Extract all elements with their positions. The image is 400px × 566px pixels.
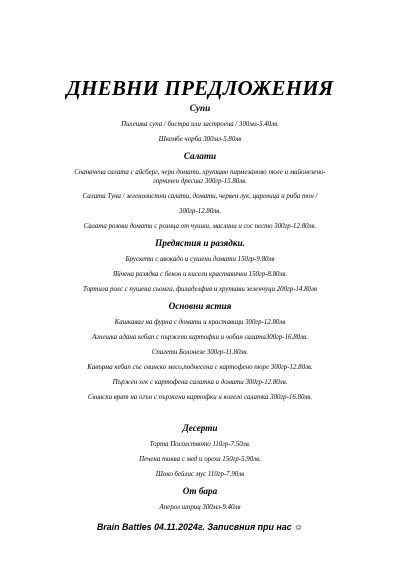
- menu-item: Шоко бейлис мус 110гр-7.90лв: [155, 471, 245, 478]
- menu-item: Торта Посолството 110гр-7.50лв.: [149, 441, 251, 448]
- page-title: ДНЕВНИ ПРЕДЛОЖЕНИЯ: [66, 76, 334, 100]
- menu-item: Яйчена разядка с бекон и кисели краставички 150гр-8.80лв.: [112, 271, 288, 278]
- menu-item: Кашкавал на фурна с домати и краставици 300гр-12.80лв: [114, 319, 286, 326]
- menu-item: Спагети Болонезе 300гр-11.80лв.: [151, 349, 249, 356]
- menu-item: 300гр-12.80лв.: [179, 208, 221, 215]
- menu-body: [20, 102, 380, 533]
- menu-item: Печена тиква с мед и орехи 150гр-5.90лв.: [139, 456, 261, 463]
- section-heading-bar: От бара: [182, 486, 218, 496]
- menu-item: горчичен дресинг 300гр-15.80лв.: [153, 178, 247, 185]
- menu-item: Пържен хек с картофена салатка и домати 300гр-12.80лв.: [112, 379, 288, 386]
- menu-item: Агнешка адана кебап с пържени картофки и чобан салата300гр-16.80лв.: [92, 334, 308, 341]
- menu-item: Аперол шприц 300мл-9.40лв: [159, 504, 241, 511]
- section-heading-salads: Салати: [183, 151, 217, 161]
- menu-item: Спаначена салата с айсберг, чери домати, хрупкаво пармезаново пюле и майонезено-: [74, 169, 326, 176]
- section-heading-starters: Предястия и разядки.: [155, 238, 245, 248]
- menu-item: Шкембе чорба 300мл-5.80лв: [158, 136, 242, 143]
- section-heading-soups: Супи: [189, 103, 211, 113]
- event-announcement: Brain Battles 04.11.2024г. Записвния при нас ☺: [96, 522, 304, 532]
- menu-item: Пилешка супа / бистра или застроена / 300мл-5.40лв.: [121, 121, 279, 128]
- menu-item: Брускети с авокадо и сушени домати 150гр-9.80лв: [125, 256, 275, 263]
- menu-item: Кавърма кебап със свинско месо,поднесена с картофено пюре 300гр-12.80лв.: [87, 364, 313, 371]
- section-heading-desserts: Десерти: [182, 423, 218, 433]
- menu-item: Свински врат на огън с пържени картофки и колело салатка 300гр-16.80лв.: [87, 394, 313, 401]
- section-heading-mains: Основни ястия: [168, 301, 232, 311]
- menu-item: Салата Туна / зеленолистни салати, домати, червен лук, царевица и риба тон /: [82, 193, 318, 200]
- menu-item: Салата розови домати с розица от чушки, маслини и сос песто 300гр-12.80лв.: [83, 223, 317, 230]
- menu-item: Тортила ролс с пушена сьомга, филаделфия и хрупкави зеленчуци 200гр-14.80лв: [82, 286, 317, 293]
